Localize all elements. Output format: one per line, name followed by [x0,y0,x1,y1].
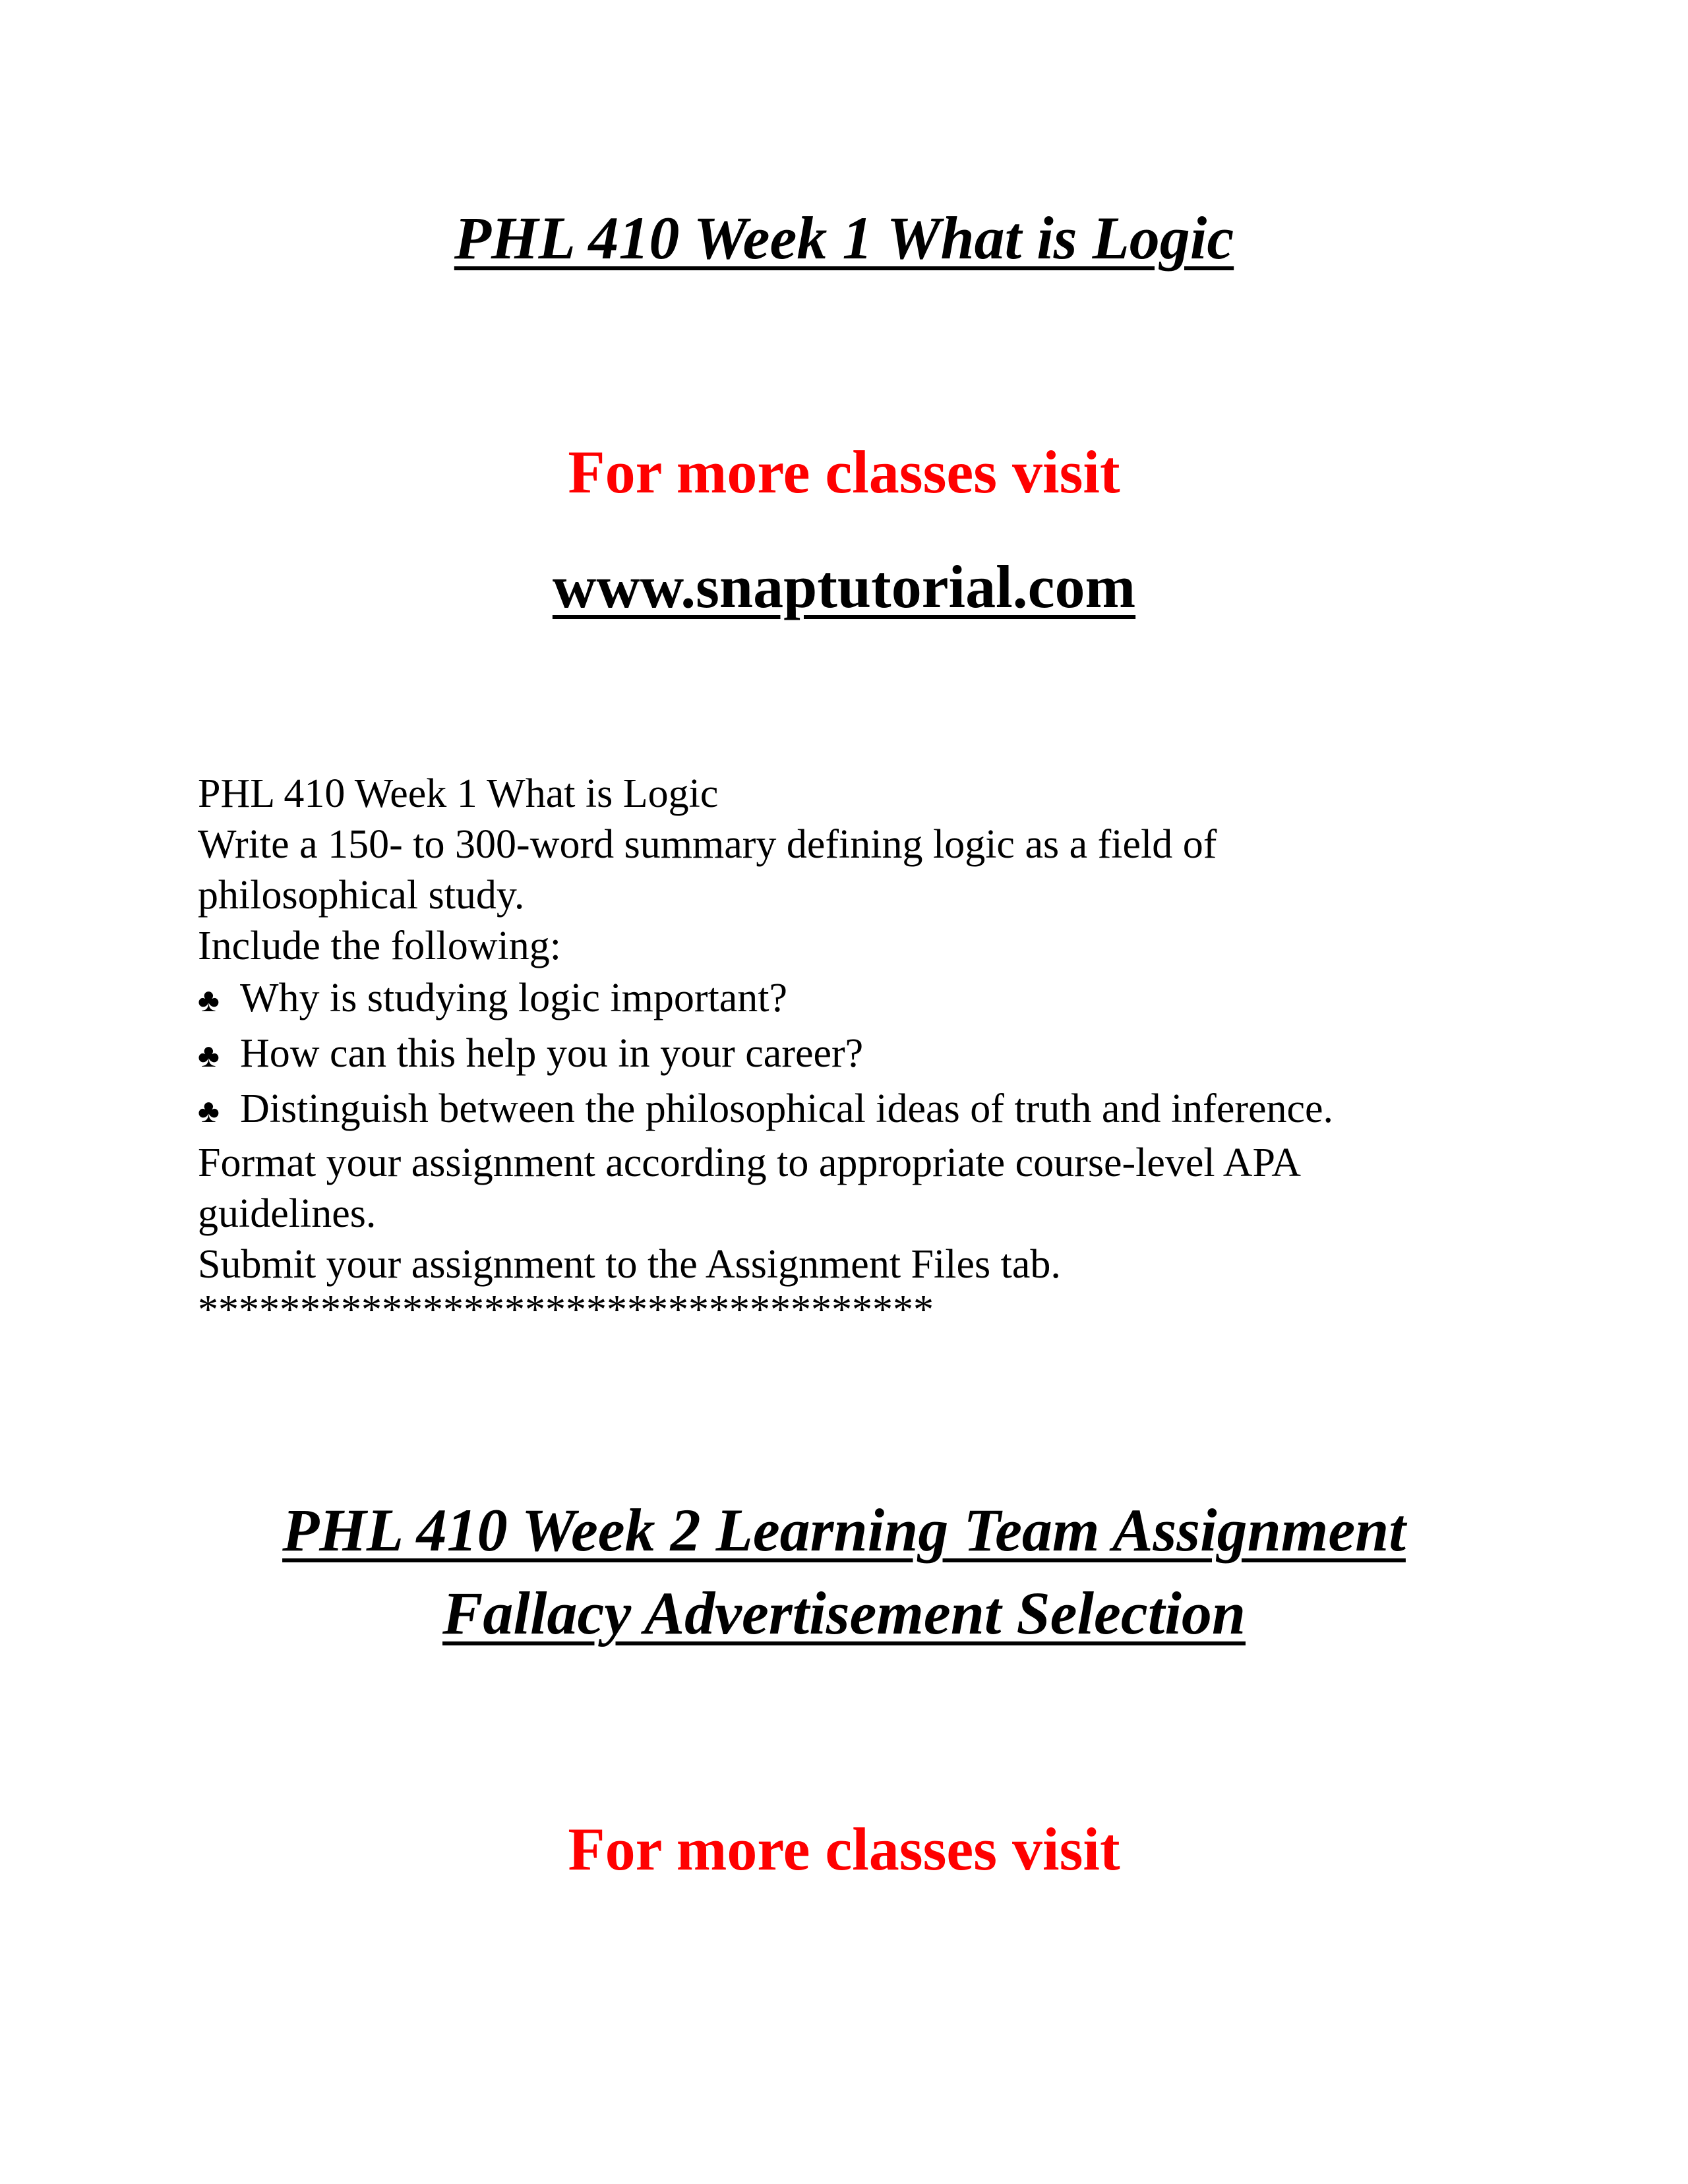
description-format-line-1: Format your assignment according to appropriate course-level APA [198,1140,1302,1185]
bullet-text: Why is studying logic important? [240,976,788,1020]
description-format-line-2: guidelines. [198,1191,377,1236]
club-bullet-icon: ♣ [198,982,220,1018]
bullet-text: How can this help you in your career? [240,1031,864,1076]
description-title: PHL 410 Week 1 What is Logic [198,771,719,816]
section-2-heading-line-1: PHL 410 Week 2 Learning Team Assignment [282,1496,1406,1564]
bullet-text: Distinguish between the philosophical ideas of truth and inference. [240,1086,1334,1131]
description-intro-line-1: Write a 150- to 300-word summary defining logic as a field of [198,822,1217,867]
club-bullet-icon: ♣ [198,1037,220,1074]
section-1-heading: PHL 410 Week 1 What is Logic [454,204,1234,272]
bullet-item [198,1082,1517,1138]
bullet-item [198,972,1517,1027]
club-bullet-icon: ♣ [198,1092,220,1129]
section-2-promo-text: For more classes visit [568,1815,1120,1883]
section-2-heading-line-2: Fallacy Advertisement Selection [442,1579,1246,1647]
description-include-label: Include the following: [198,924,561,968]
description-intro-line-2: philosophical study. [198,873,525,918]
bullet-item [198,1027,1517,1082]
section-1-promo-text: For more classes visit [568,438,1120,506]
section-2-heading [0,1489,1688,1655]
section-1-website-link[interactable]: www.snaptutorial.com [552,553,1136,620]
separator-asterisks: ************************************ [198,1287,934,1332]
section-1-description [198,769,1517,1330]
description-submit-line: Submit your assignment to the Assignment Files tab. [198,1242,1061,1287]
